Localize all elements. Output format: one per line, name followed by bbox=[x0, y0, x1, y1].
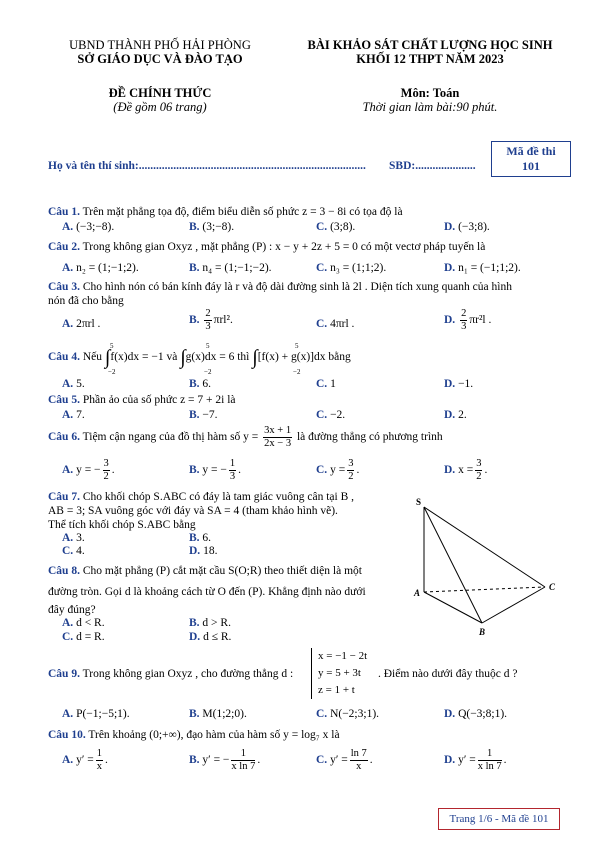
conjunction: và bbox=[166, 351, 178, 363]
question-text: Tiệm cận ngang của đồ thị hàm số y = bbox=[82, 431, 259, 444]
frac-num: 1 bbox=[229, 458, 236, 469]
fraction bbox=[478, 748, 502, 773]
fraction bbox=[263, 425, 292, 450]
option-letter: C. bbox=[316, 221, 328, 233]
question-label: Câu 5. bbox=[48, 394, 80, 406]
option-letter: D. bbox=[444, 708, 456, 720]
integral-sign: ∫ bbox=[252, 346, 258, 369]
option-letter: B. bbox=[189, 754, 200, 767]
question-2 bbox=[48, 240, 485, 254]
q3-option-c[interactable] bbox=[316, 318, 354, 330]
option-text: d > R. bbox=[202, 617, 231, 629]
question-text: Trên mặt phẳng tọa độ, điểm biểu diễn số phức z = 3 − 8i có tọa độ là bbox=[82, 206, 403, 218]
q4-option-c[interactable] bbox=[316, 378, 336, 390]
edge-bc bbox=[482, 587, 545, 623]
question-label: Câu 10. bbox=[48, 729, 86, 741]
question-text: Cho hình nón có bán kính đáy là r và độ dài đường sinh là 2l . Diện tích xung quanh của hình bbox=[82, 281, 512, 293]
edge-ac bbox=[424, 587, 545, 592]
vertex-c-label: C bbox=[549, 582, 556, 592]
q8-option-b[interactable] bbox=[189, 617, 231, 629]
q10-option-a[interactable]: A. y′ = $\frac{1}{x}$ . bbox=[62, 748, 108, 772]
question-5 bbox=[48, 393, 236, 407]
q10-option-b[interactable]: B. y′ = − $\frac{1}{\text{x ln 7}}$ . bbox=[189, 748, 261, 772]
option-letter: C. bbox=[62, 631, 74, 643]
option-letter: C. bbox=[316, 409, 328, 421]
q7-option-d[interactable] bbox=[189, 545, 217, 557]
frac-den: 2 bbox=[476, 471, 482, 482]
question-text: Cho khối chóp S.ABC có đáy là tam giác vuông cân tại B , bbox=[82, 491, 354, 503]
option-text: −7. bbox=[202, 409, 218, 421]
q1-option-b[interactable] bbox=[189, 221, 234, 233]
official-label: ĐỀ CHÍNH THỨC bbox=[108, 86, 212, 100]
option-letter: C. bbox=[316, 318, 328, 330]
option-letter: A. bbox=[62, 409, 74, 421]
page-count: (Đề gồm 06 trang) bbox=[113, 100, 207, 114]
integral-expr: [f(x) + g(x)]dx bbox=[257, 351, 326, 363]
exam-subtitle: KHỐI 12 THPT NĂM 2023 bbox=[356, 52, 504, 66]
question-text: Nếu bbox=[82, 351, 102, 363]
option-text: Q(−3;8;1). bbox=[458, 708, 508, 720]
equation-system bbox=[311, 648, 367, 699]
question-9-end: . Điểm nào dưới đây thuộc d ? bbox=[378, 668, 518, 680]
option-letter: B. bbox=[189, 617, 200, 629]
option-text: 6. bbox=[202, 532, 212, 544]
option-letter: A. bbox=[62, 262, 74, 274]
conjunction: thì bbox=[237, 351, 250, 363]
equation-z: z = 1 + t bbox=[318, 684, 355, 696]
option-text: M(1;2;0). bbox=[202, 708, 247, 720]
fraction bbox=[475, 458, 482, 483]
frac-num: 1 bbox=[96, 748, 102, 759]
option-letter: D. bbox=[444, 262, 456, 274]
vertex-a-label: A bbox=[414, 588, 421, 598]
option-letter: B. bbox=[189, 532, 200, 544]
fraction bbox=[96, 748, 103, 773]
option-letter: C. bbox=[316, 262, 328, 274]
question-label: Câu 9. bbox=[48, 668, 80, 680]
option-text: n₁ = (−1;1;2). bbox=[458, 262, 521, 274]
time-label: Thời gian làm bài:90 phút. bbox=[362, 100, 498, 114]
question-label: Câu 4. bbox=[48, 351, 80, 363]
option-letter: D. bbox=[189, 631, 201, 643]
option-text: d ≤ R. bbox=[203, 631, 232, 643]
frac-num: 1 bbox=[478, 748, 502, 761]
frac-num: 3 bbox=[476, 458, 482, 469]
integral-expr: f(x)dx = −1 bbox=[110, 351, 164, 363]
option-letter: D. bbox=[444, 378, 456, 390]
frac-den: 3 bbox=[461, 321, 467, 332]
q9-option-c[interactable] bbox=[316, 708, 379, 720]
frac-num: 1 bbox=[231, 748, 255, 761]
frac-den: x ln 7 bbox=[231, 761, 256, 772]
option-letter: C. bbox=[316, 708, 328, 720]
department-name: SỞ GIÁO DỤC VÀ ĐÀO TẠO bbox=[77, 52, 243, 66]
q7-option-b[interactable] bbox=[189, 532, 211, 544]
integral-sign: ∫ bbox=[180, 346, 186, 369]
option-text: y = − bbox=[202, 464, 227, 477]
q8-option-d[interactable] bbox=[189, 631, 231, 643]
option-text: n₂ = (1;−1;2). bbox=[76, 262, 139, 274]
option-letter: B. bbox=[189, 378, 200, 390]
frac-den: x bbox=[356, 761, 362, 772]
q6-option-c[interactable]: C. y = $\frac{3}{2}$ . bbox=[316, 458, 360, 482]
subject-label: Môn: Toán bbox=[400, 86, 460, 100]
option-text: 6. bbox=[202, 378, 212, 390]
frac-num: 3 bbox=[348, 458, 354, 469]
option-text: 4. bbox=[76, 545, 85, 557]
frac-den: x ln 7 bbox=[477, 761, 502, 772]
q7-option-a[interactable] bbox=[62, 532, 85, 544]
option-letter: A. bbox=[62, 617, 74, 629]
question-10 bbox=[48, 728, 340, 742]
option-text: −2. bbox=[330, 409, 346, 421]
question-3 bbox=[48, 280, 512, 294]
option-letter: B. bbox=[189, 464, 200, 477]
pyramid-figure bbox=[410, 495, 570, 645]
exam-code-box bbox=[491, 141, 571, 177]
frac-num: ln 7 bbox=[350, 748, 367, 759]
frac-den: 3 bbox=[205, 321, 211, 332]
q10-option-c[interactable]: C. y′ = $\frac{\ln 7}{x}$ . bbox=[316, 748, 373, 772]
exam-code-title: Mã đề thi bbox=[506, 144, 556, 158]
option-letter: D. bbox=[444, 409, 456, 421]
question-label: Câu 2. bbox=[48, 241, 80, 253]
q5-option-b[interactable] bbox=[189, 409, 218, 421]
exam-code: 101 bbox=[522, 159, 540, 173]
q1-option-d[interactable] bbox=[444, 221, 490, 233]
frac-den: 2 bbox=[103, 471, 109, 482]
option-text: πr²l . bbox=[469, 314, 492, 327]
option-text: y′ = bbox=[76, 754, 94, 767]
question-text-end: là đường thẳng có phương trình bbox=[296, 431, 443, 444]
lower-limit: −2 bbox=[293, 368, 301, 376]
q10-option-d[interactable]: D. y′ = $\frac{1}{\text{x ln 7}}$ . bbox=[444, 748, 507, 772]
q4-option-d[interactable] bbox=[444, 378, 473, 390]
question-text: Cho mặt phẳng (P) cắt mặt cầu S(O;R) theo thiết diện là một bbox=[82, 565, 362, 577]
question-4 bbox=[48, 346, 351, 369]
q2-option-d[interactable] bbox=[444, 262, 521, 274]
option-text: x = bbox=[458, 464, 474, 477]
option-text: −1. bbox=[458, 378, 474, 390]
q5-option-a[interactable] bbox=[62, 409, 85, 421]
fraction bbox=[231, 748, 255, 773]
option-text: 18. bbox=[203, 545, 218, 557]
option-text: y′ = bbox=[458, 754, 476, 767]
q6-option-b[interactable]: B. y = − $\frac{1}{3}$ . bbox=[189, 458, 242, 482]
upper-limit: 5 bbox=[110, 342, 114, 350]
option-text: 5. bbox=[76, 378, 85, 390]
option-text: y = − bbox=[76, 464, 101, 477]
frac-den: 2x − 3 bbox=[264, 438, 292, 449]
frac-num: 2 bbox=[461, 308, 467, 319]
lower-limit: −2 bbox=[108, 368, 116, 376]
option-letter: A. bbox=[62, 754, 74, 767]
question-text-end: bằng bbox=[328, 351, 351, 363]
q5-option-d[interactable] bbox=[444, 409, 467, 421]
option-text: 2. bbox=[458, 409, 467, 421]
vertex-b-label: B bbox=[479, 627, 486, 637]
option-text: y′ = bbox=[330, 754, 348, 767]
q6-option-d[interactable]: D. x = $\frac{3}{2}$ . bbox=[444, 458, 488, 482]
question-text: Trong không gian Oxyz , cho đường thẳng d : bbox=[82, 668, 294, 680]
frac-num: 3x + 1 bbox=[264, 425, 292, 436]
fraction bbox=[347, 458, 354, 483]
q1-option-c[interactable] bbox=[316, 221, 355, 233]
option-letter: C. bbox=[316, 754, 328, 767]
option-letter: A. bbox=[62, 464, 74, 477]
option-text: n₃ = (1;1;2). bbox=[330, 262, 387, 274]
q3-option-b[interactable] bbox=[189, 308, 233, 333]
question-9 bbox=[48, 667, 293, 681]
option-letter: C. bbox=[316, 464, 328, 477]
frac-num: 3 bbox=[103, 458, 109, 469]
equation-x: x = −1 − 2t bbox=[318, 650, 368, 662]
question-7-line2: AB = 3; SA vuông góc với đáy và SA = 4 (tham khảo hình vẽ). bbox=[48, 505, 338, 517]
option-text: (−3;−8). bbox=[76, 221, 115, 233]
q4-option-a[interactable] bbox=[62, 378, 85, 390]
option-letter: B. bbox=[189, 409, 200, 421]
q2-option-b[interactable] bbox=[189, 262, 272, 274]
fraction bbox=[460, 308, 467, 333]
option-letter: C. bbox=[316, 378, 328, 390]
question-3-cont: nón đã cho bằng bbox=[48, 295, 124, 307]
question-label: Câu 6. bbox=[48, 431, 80, 444]
frac-den: x bbox=[96, 761, 102, 772]
integral-expr: g(x)dx = 6 bbox=[185, 351, 235, 363]
upper-limit: 5 bbox=[206, 342, 210, 350]
q1-option-a[interactable] bbox=[62, 221, 114, 233]
question-label: Câu 1. bbox=[48, 206, 80, 218]
option-text: 3. bbox=[76, 532, 85, 544]
q9-option-d[interactable] bbox=[444, 708, 507, 720]
question-8-line2: đường tròn. Gọi d là khoảng cách từ O đến (P). Khẳng định nào dưới bbox=[48, 586, 366, 598]
option-letter: A. bbox=[62, 378, 74, 390]
option-letter: D. bbox=[444, 754, 456, 767]
question-label: Câu 8. bbox=[48, 565, 80, 577]
option-text: (3;8). bbox=[330, 221, 356, 233]
option-text: y′ = − bbox=[202, 754, 230, 767]
question-1 bbox=[48, 205, 403, 219]
question-8 bbox=[48, 564, 362, 578]
question-label: Câu 3. bbox=[48, 281, 80, 293]
option-text: y = bbox=[330, 464, 346, 477]
question-text: Trong không gian Oxyz , mặt phẳng (P) : x − y + 2z + 5 = 0 có một vectơ pháp tuyến là bbox=[82, 241, 486, 253]
option-text: (−3;8). bbox=[458, 221, 490, 233]
sbd-field[interactable]: SBD:..................... bbox=[389, 160, 476, 172]
option-letter: D. bbox=[444, 464, 456, 477]
question-label: Câu 7. bbox=[48, 491, 80, 503]
question-8-line3: đây đúng? bbox=[48, 604, 96, 616]
option-text: d = R. bbox=[76, 631, 105, 643]
option-letter: B. bbox=[189, 708, 200, 720]
authority-name: UBND THÀNH PHỐ HẢI PHÒNG bbox=[69, 38, 251, 52]
frac-den: 3 bbox=[229, 471, 236, 482]
edge-sb bbox=[424, 507, 482, 623]
option-text: 4πrl . bbox=[330, 318, 355, 330]
option-letter: D. bbox=[444, 314, 456, 327]
option-text: d < R. bbox=[76, 617, 105, 629]
q3-option-d[interactable] bbox=[444, 308, 491, 333]
edge-ab bbox=[424, 592, 482, 623]
option-letter: B. bbox=[189, 314, 200, 327]
student-name-field[interactable]: Họ và tên thí sinh:............................................................................... bbox=[48, 160, 366, 172]
fraction bbox=[204, 308, 211, 333]
option-letter: A. bbox=[62, 221, 74, 233]
question-text: Trên khoảng (0;+∞), đạo hàm của hàm số y = log₇ x là bbox=[88, 729, 340, 741]
integral-sign: ∫ bbox=[104, 346, 111, 369]
q6-option-a[interactable]: A. y = − $\frac{3}{2}$ . bbox=[62, 458, 115, 482]
option-text: 2πrl . bbox=[76, 318, 101, 330]
lower-limit: −2 bbox=[204, 368, 212, 376]
fraction bbox=[103, 458, 110, 483]
option-text: (3;−8). bbox=[202, 221, 235, 233]
question-7 bbox=[48, 490, 354, 504]
option-letter: B. bbox=[189, 221, 200, 233]
q9-option-b[interactable] bbox=[189, 708, 247, 720]
question-7-line3: Thể tích khối chóp S.ABC bằng bbox=[48, 519, 196, 531]
q9-option-a[interactable] bbox=[62, 708, 130, 720]
option-text: P(−1;−5;1). bbox=[76, 708, 130, 720]
frac-num: 2 bbox=[205, 308, 211, 319]
option-text: N(−2;3;1). bbox=[330, 708, 380, 720]
option-letter: D. bbox=[444, 221, 456, 233]
page-footer: Trang 1/6 - Mã đề 101 bbox=[438, 808, 560, 830]
option-text: 7. bbox=[76, 409, 85, 421]
fraction bbox=[350, 748, 368, 773]
q2-option-c[interactable] bbox=[316, 262, 386, 274]
vertex-s-label: S bbox=[416, 497, 422, 507]
option-text: n₄ = (1;−1;−2). bbox=[202, 262, 272, 274]
q8-option-a[interactable] bbox=[62, 617, 105, 629]
option-letter: A. bbox=[62, 318, 74, 330]
option-text: 1 bbox=[330, 378, 336, 390]
q5-option-c[interactable] bbox=[316, 409, 345, 421]
exam-title: BÀI KHẢO SÁT CHẤT LƯỢNG HỌC SINH bbox=[307, 38, 553, 52]
option-text: πrl². bbox=[213, 314, 233, 327]
q4-option-b[interactable] bbox=[189, 378, 211, 390]
option-letter: C. bbox=[62, 545, 74, 557]
upper-limit: 5 bbox=[295, 342, 299, 350]
fraction bbox=[229, 458, 236, 483]
option-letter: A. bbox=[62, 532, 74, 544]
option-letter: D. bbox=[189, 545, 201, 557]
question-text: Phần ảo của số phức z = 7 + 2i là bbox=[82, 394, 236, 406]
frac-den: 2 bbox=[348, 471, 354, 482]
q7-option-c[interactable] bbox=[62, 545, 85, 557]
option-letter: B. bbox=[189, 262, 200, 274]
q3-option-a[interactable] bbox=[62, 318, 100, 330]
q2-option-a[interactable] bbox=[62, 262, 139, 274]
equation-y: y = 5 + 3t bbox=[318, 667, 361, 679]
question-6 bbox=[48, 425, 443, 450]
option-letter: A. bbox=[62, 708, 74, 720]
edge-sc bbox=[424, 507, 545, 587]
q8-option-c[interactable] bbox=[62, 631, 105, 643]
